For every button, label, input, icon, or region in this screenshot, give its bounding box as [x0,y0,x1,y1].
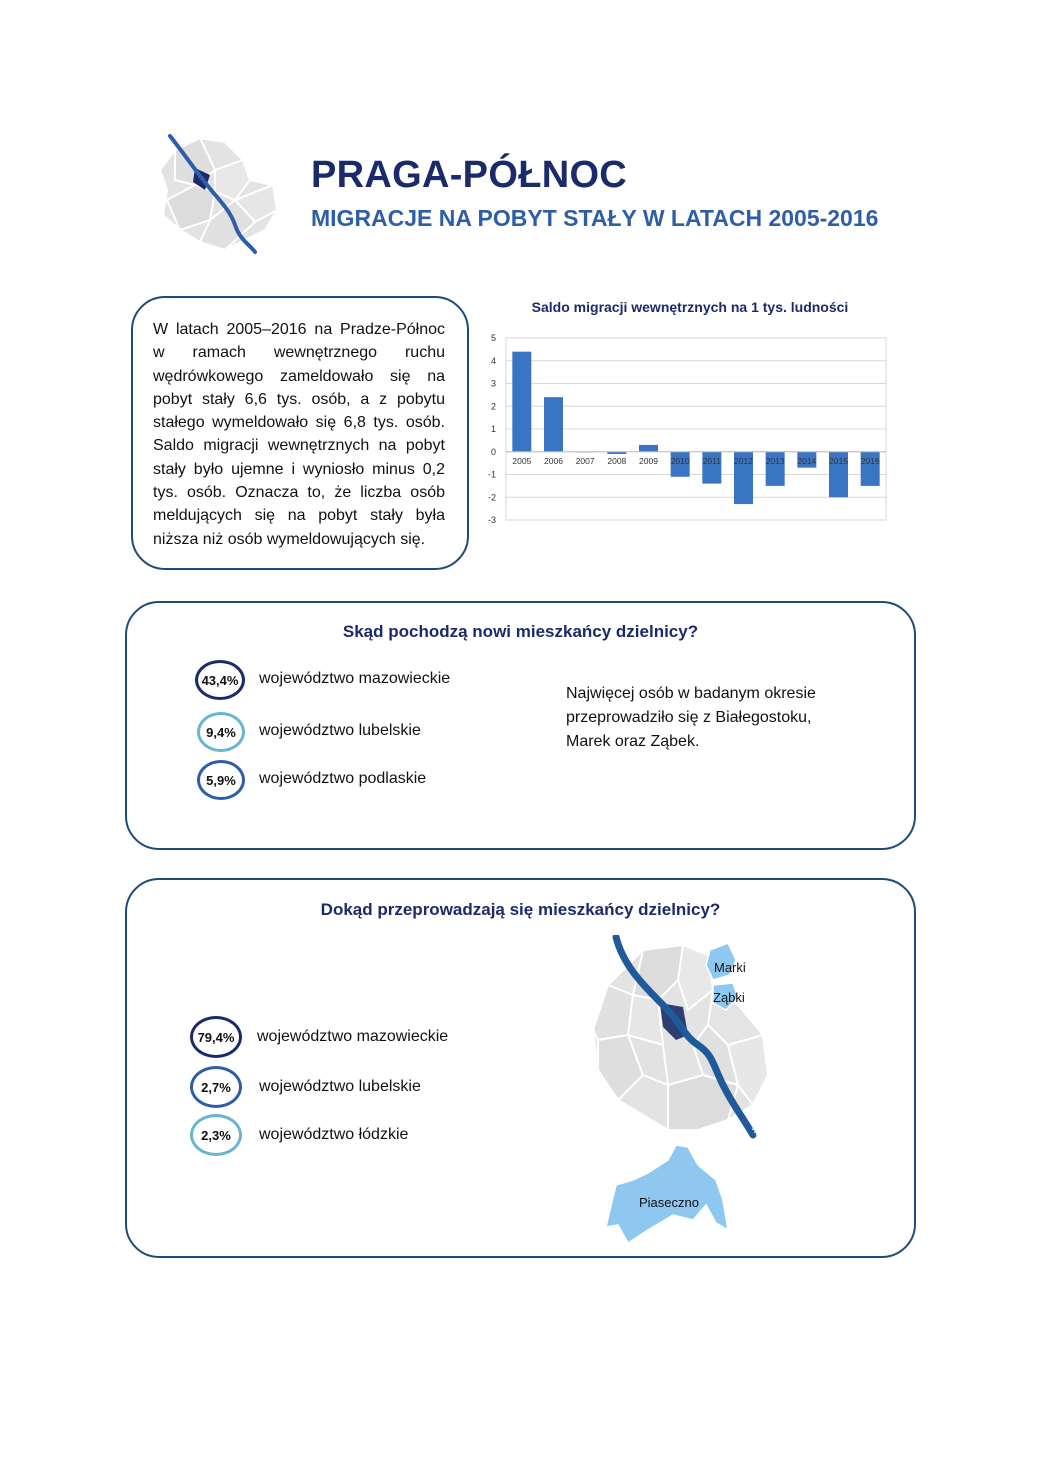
bar-2009 [639,445,658,452]
x-tick-label: 2008 [607,455,627,466]
page-title: PRAGA-PÓŁNOC [311,154,628,196]
x-tick-label: 2013 [765,455,785,466]
bar-2006 [544,397,563,452]
x-tick-label: 2011 [702,455,721,466]
y-tick-label: 5 [490,333,496,343]
page-subtitle: MIGRACJE NA POBYT STAŁY W LATACH 2005-2016 [311,205,879,231]
outflow-label-1: województwo mazowieckie [257,1028,449,1045]
inflow-title: Skąd pochodzą nowi mieszkańcy dzielnicy? [342,622,699,641]
intro-text: W latach 2005–2016 na Pradze-Północ w ramach wewnętrznego ruchu wędrówkowego zameldowało się na pobyt stały 6,6 tys. osób, a z pobytu stałego wymeldowało się 6,8 tys. osób. Saldo migracji wewnętrznych na pobyt stały było ujemne i wyniosło minus 0,2 tys. osób. Oznacza to, że liczba osób meldujących się na pobyt stały była niższa niż osób wymeldowujących się. [153,321,445,548]
inflow-badge-2: 9,4% [197,712,245,752]
x-tick-label: 2012 [734,455,753,466]
inflow-badge-1: 43,4% [195,660,245,700]
district-locator-map [155,130,285,255]
y-tick-label: 0 [490,446,496,457]
y-tick-label: 3 [490,378,496,389]
inflow-label-1: województwo mazowieckie [259,670,451,687]
chart-title: Saldo migracji wewnętrznych na 1 tys. ludności [531,299,849,315]
outflow-badge-1: 79,4% [190,1016,242,1058]
y-tick-label: 2 [490,401,496,412]
marki-label: Marki [714,960,746,975]
inflow-label-2: województwo lubelskie [259,722,421,739]
inflow-note: Najwięcej osób w badanym okresie przeprowadziło się z Białegostoku, Marek oraz Ząbek. [566,685,816,750]
outflow-panel [125,878,916,1258]
x-tick-label: 2006 [544,455,563,466]
y-tick-label: 4 [490,355,496,366]
inflow-label-3: województwo podlaskie [259,770,427,787]
warsaw-districts-shape [160,138,277,250]
zabki-label: Ząbki [713,990,745,1005]
x-tick-label: 2014 [797,455,817,466]
y-tick-label: 1 [490,424,496,434]
x-tick-label: 2010 [670,455,690,466]
outflow-badge-2: 2,7% [190,1066,242,1108]
y-tick-label: -2 [487,492,496,503]
x-tick-label: 2007 [575,455,595,466]
destination-map [588,935,788,1250]
y-tick-label: -3 [487,515,496,525]
outflow-label-2: województwo lubelskie [259,1078,421,1095]
outflow-label-3: województwo łódzkie [259,1126,409,1143]
migration-balance-chart [480,325,900,530]
outflow-title: Dokąd przeprowadzają się mieszkańcy dzielnicy? [320,900,721,919]
piaseczno-label: Piaseczno [639,1195,699,1210]
bar-2005 [512,352,531,452]
x-tick-label: 2016 [860,455,880,466]
x-tick-label: 2005 [512,455,532,466]
x-tick-label: 2009 [639,455,658,466]
y-tick-label: -1 [487,469,496,480]
outflow-badge-3: 2,3% [190,1114,242,1156]
river-label: Wisła [749,1123,768,1146]
inflow-badge-3: 5,9% [197,760,245,800]
piaseczno-area [606,1145,728,1243]
x-tick-label: 2015 [829,455,848,466]
